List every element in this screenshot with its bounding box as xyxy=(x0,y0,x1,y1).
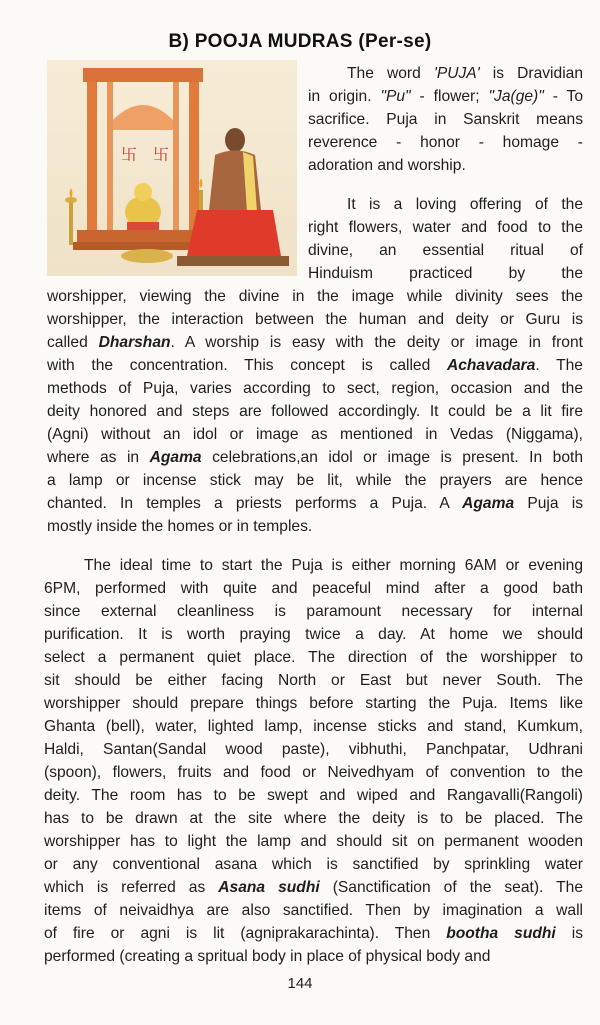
emphasized-term: Dharshan xyxy=(98,334,171,351)
pooja-illustration xyxy=(47,60,297,276)
text-line: divine, an essential ritual of xyxy=(308,242,583,259)
text-line: The ideal time to start the Puja is either morning 6AM or evening xyxy=(84,557,583,574)
text-line: worshipper has to light the lamp and should sit on permanent wooden xyxy=(44,833,583,850)
text-line: (spoon), flowers, fruits and food or Neivedhyam of convention to the xyxy=(44,764,583,781)
text-line: The word 'PUJA' is Dravidian xyxy=(347,65,583,82)
emphasized-term: Achavadara xyxy=(446,357,536,374)
text-line: mostly inside the homes or in temples. xyxy=(47,518,313,535)
text-line: of fire or agni is lit (agniprakarachinta). Then bootha sudhi is xyxy=(44,925,583,942)
text-line: chanted. In temples a priests performs a Puja. A Agama Puja is xyxy=(47,495,583,512)
page-number: 144 xyxy=(287,975,313,992)
text-line: Ghanta (bell), water, lighted lamp, incense sticks and stand, Kumkum, xyxy=(44,718,583,735)
emphasized-term: Asana sudhi xyxy=(218,879,320,896)
text-line: Hinduism practiced by the xyxy=(308,265,583,282)
text-line: with the concentration. This concept is called Achavadara. The xyxy=(47,357,583,374)
section-title: B) POOJA MUDRAS (Per-se) xyxy=(168,31,432,52)
text-line: has to be drawn at the site where the deity is to be placed. The xyxy=(44,810,583,827)
text-line: or any conventional asana which is sanctified by sprinkling water xyxy=(44,856,583,873)
text-line: a lamp or incense stick may be lit, while the prayers are hence xyxy=(47,472,583,489)
text-line: in origin. "Pu" - flower; "Ja(ge)" - To xyxy=(308,88,583,105)
text-line: deity honored and steps are followed accordingly. It could be a lit fire xyxy=(47,403,583,420)
text-line: purification. It is worth praying twice a day. At home we should xyxy=(44,626,583,643)
text-line: worshipper, viewing the divine in the image while divinity sees the xyxy=(47,288,583,305)
text-line: deity. The room has to be swept and wiped and Rangavalli(Rangoli) xyxy=(44,787,583,804)
text-line: (Agni) without an idol or image as mentioned in Vedas (Niggama), xyxy=(47,426,583,443)
text-line: It is a loving offering of the xyxy=(347,196,583,213)
text-line: adoration and worship. xyxy=(308,157,466,174)
text-line: 6PM, performed with quite and peaceful mind after a good bath xyxy=(44,580,583,597)
emphasized-term: Agama xyxy=(462,495,515,512)
italic-term: 'PUJA' xyxy=(433,65,480,82)
emphasized-term: bootha sudhi xyxy=(446,925,556,942)
text-line: methods of Puja, varies according to sect, region, occasion and the xyxy=(47,380,583,397)
text-line: performed (creating a spritual body in place of physical body and xyxy=(44,948,491,965)
emphasized-term: Agama xyxy=(149,449,202,466)
text-line: Haldi, Santan(Sandal wood paste), vibhuthi, Panchpatar, Udhrani xyxy=(44,741,583,758)
text-line: worshipper, the interaction between the human and deity or Guru is xyxy=(47,311,583,328)
text-line: called Dharshan. A worship is easy with the deity or image in front xyxy=(47,334,583,351)
text-line: select a permanent quiet place. The direction of the worshipper to xyxy=(44,649,583,666)
italic-term: "Pu" xyxy=(380,88,411,105)
text-line: items of neivaidhya are also sanctified. Then by imagination a wall xyxy=(44,902,583,919)
pooja-ritual-photo xyxy=(47,60,297,276)
text-line: where as in Agama celebrations,an idol or image is present. In both xyxy=(47,449,583,466)
text-line: reverence - honor - homage - xyxy=(308,134,583,151)
text-line: sit should be either facing North or East but never South. The xyxy=(44,672,583,689)
italic-term: "Ja(ge)" xyxy=(488,88,544,105)
svg-text:卐: 卐 xyxy=(121,145,138,164)
svg-text:卐: 卐 xyxy=(153,145,170,164)
text-line: which is referred as Asana sudhi (Sanctification of the seat). The xyxy=(44,879,583,896)
text-line: right flowers, water and food to the xyxy=(308,219,583,236)
text-line: sacrifice. Puja in Sanskrit means xyxy=(308,111,583,128)
text-line: worshipper should prepare things before starting the Puja. Items like xyxy=(44,695,583,712)
text-line: since external cleanliness is paramount necessary for internal xyxy=(44,603,583,620)
